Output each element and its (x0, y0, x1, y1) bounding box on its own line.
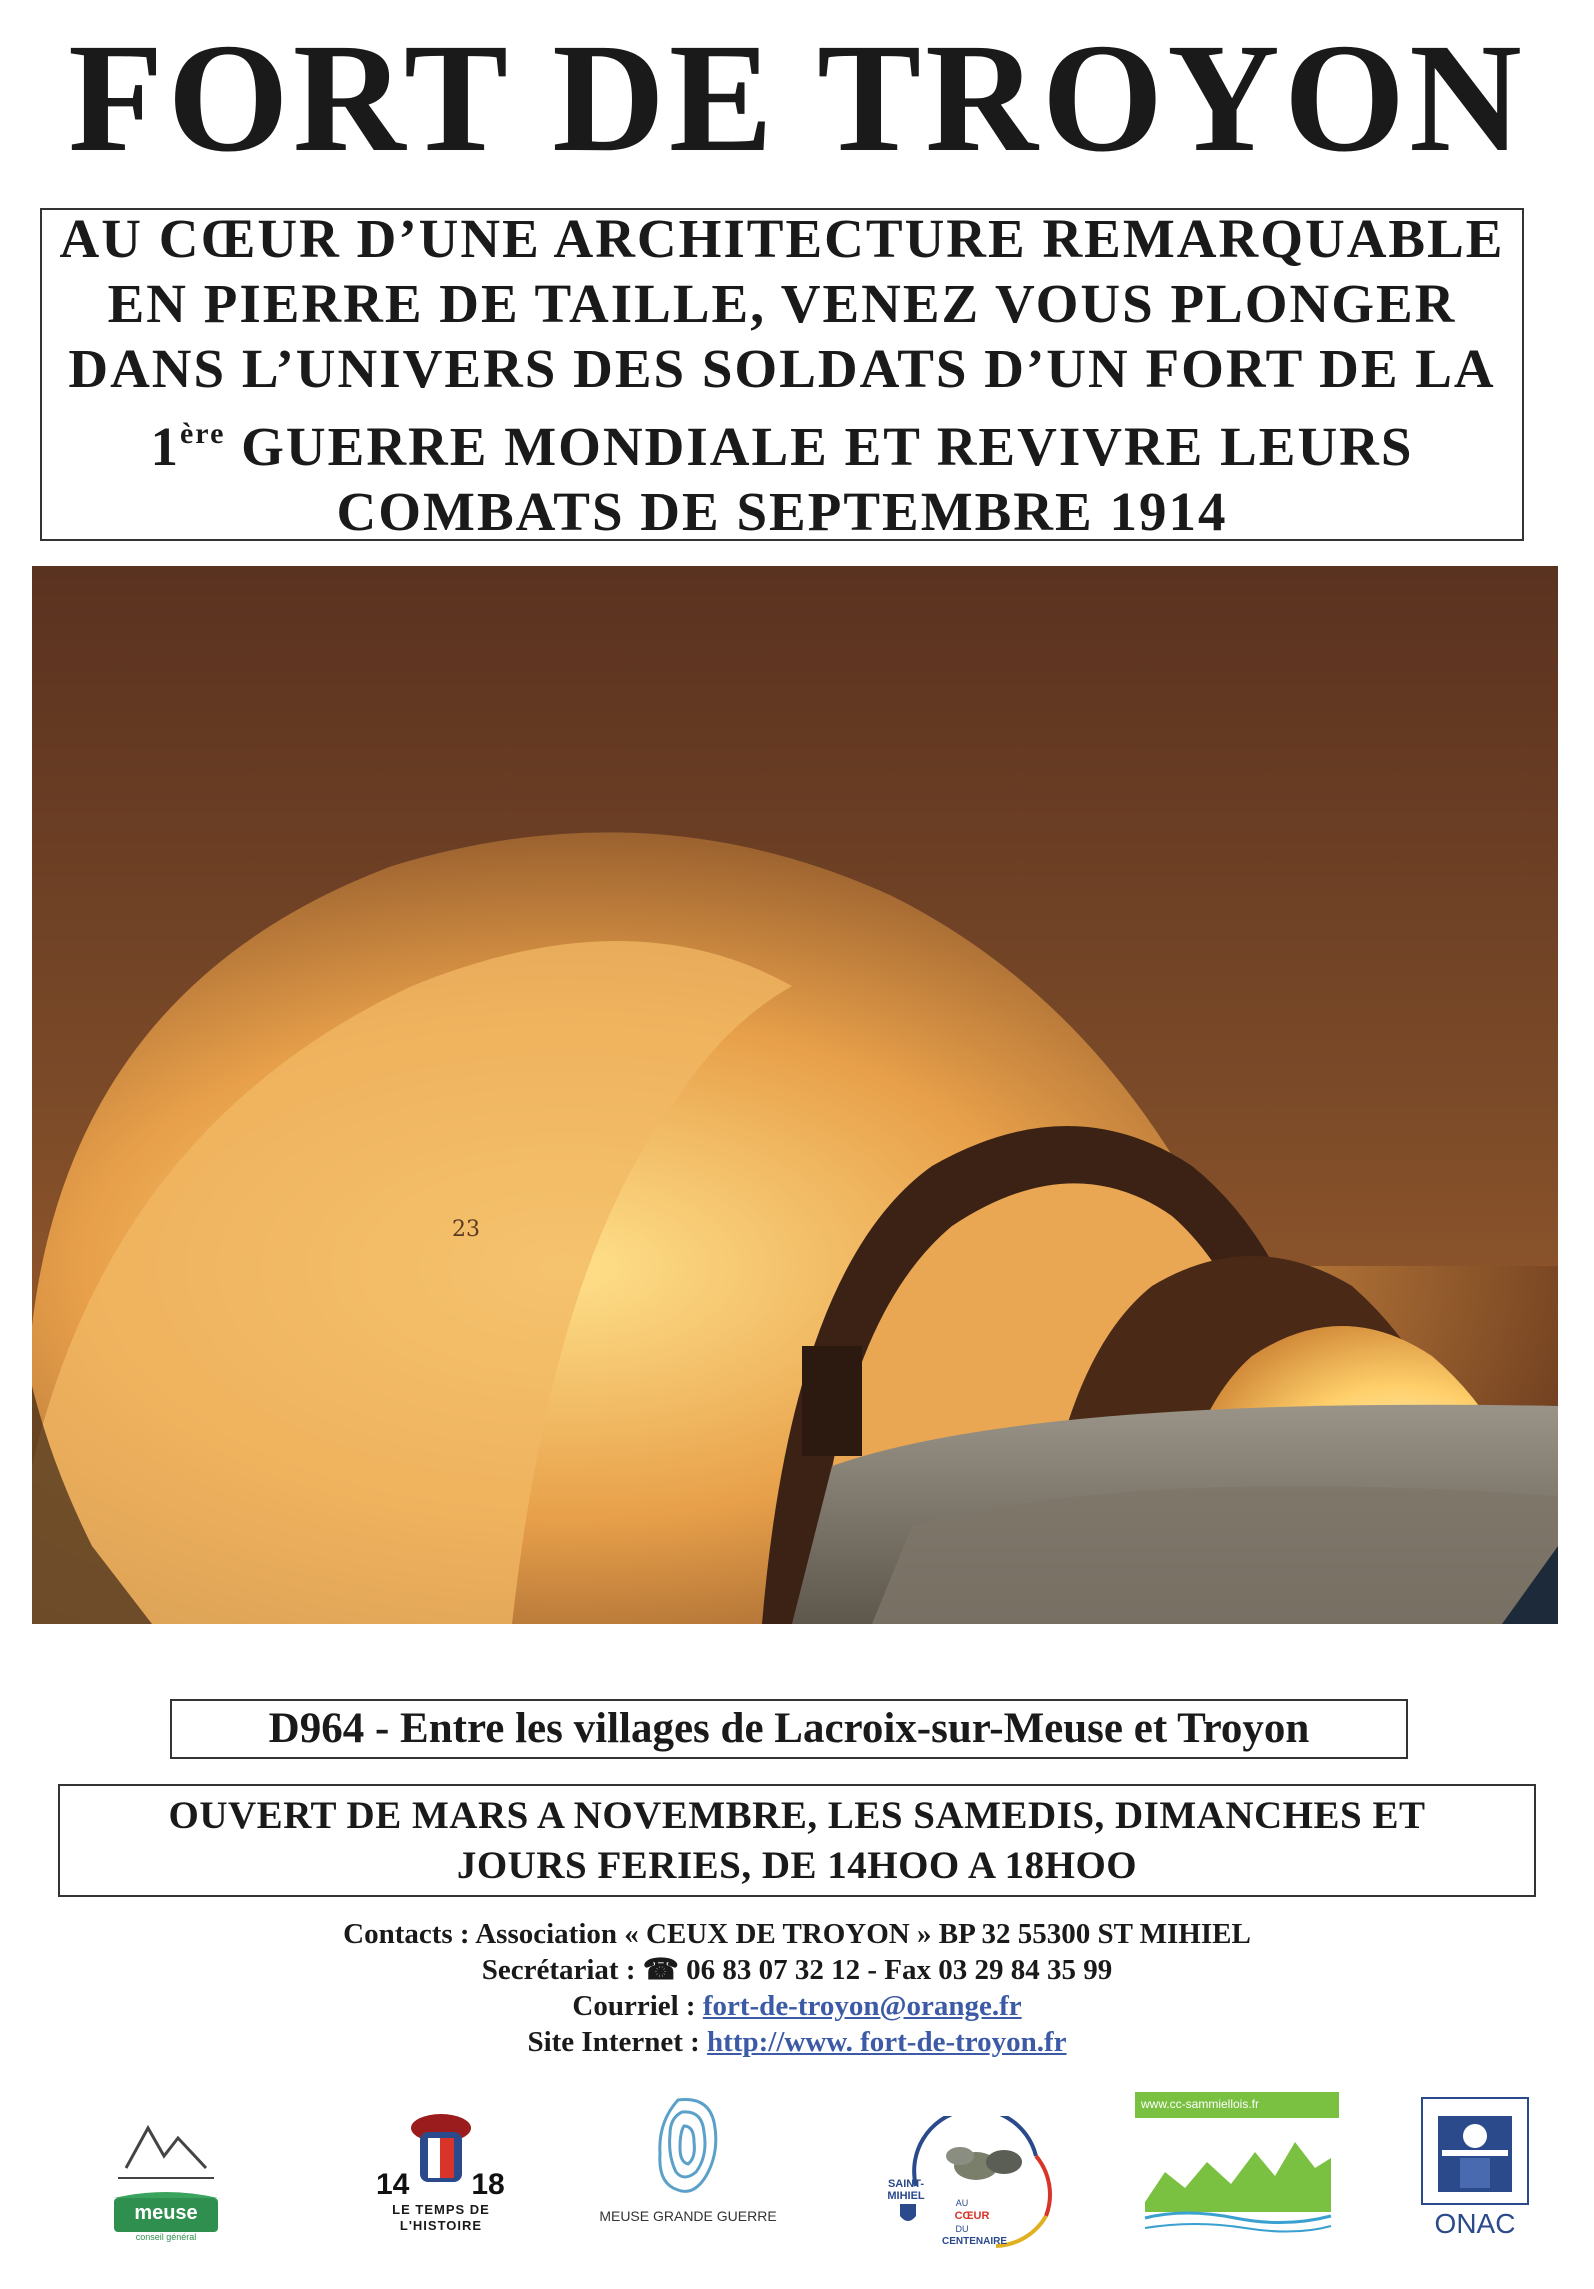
saint-mihiel-centenaire-logo (876, 2116, 1076, 2256)
onac-emblem-icon (1420, 2096, 1530, 2206)
contacts-block (0, 1916, 1594, 2060)
meuse-mountain-icon (108, 2098, 224, 2248)
intro-line-4 (150, 401, 1413, 479)
hours-line-1: OUVERT DE MARS A NOVEMBRE, LES SAMEDIS, DIMANCHES ET (168, 1793, 1426, 1837)
landscape-icon (1135, 2092, 1339, 2242)
intro-line-4-rest: GUERRE MONDIALE ET REVIVRE LEURS (225, 415, 1414, 477)
opening-hours-box (58, 1784, 1536, 1897)
location-box: D964 - Entre les villages de Lacroix-sur-Meuse et Troyon (170, 1699, 1408, 1759)
stmihiel-line2: AU (955, 2198, 969, 2208)
temps-num2: 18 (471, 2168, 505, 2201)
intro-line-1: AU CŒUR D’UNE ARCHITECTURE REMARQUABLE (59, 207, 1505, 269)
temps-line1: LE TEMPS DE (392, 2202, 490, 2217)
hours-line-2: JOURS FERIES, DE 14HOO A 18HOO (456, 1843, 1138, 1887)
contacts-association: Contacts : Association « CEUX DE TROYON » BP 32 55300 ST MIHIEL (343, 1918, 1251, 1950)
email-link[interactable]: fort-de-troyon@orange.fr (702, 1990, 1022, 2022)
phone-fax: 06 83 07 32 12 - Fax 03 29 84 35 99 (678, 1954, 1113, 1986)
secretariat-label: Secrétariat : (481, 1954, 643, 1986)
intro-line-4-prefix: 1 (150, 415, 180, 477)
onac-label: ONAC (1434, 2208, 1516, 2239)
meuse-logo (108, 2098, 224, 2248)
wall-number: 23 (452, 1217, 480, 1242)
mgg-label: MEUSE GRANDE GUERRE (599, 2208, 777, 2224)
meuse-logo-label: meuse (134, 2202, 198, 2224)
onac-logo (1420, 2096, 1530, 2246)
vault-illustration (32, 566, 1558, 1624)
fort-vault-photo (32, 566, 1558, 1624)
vault-cart (802, 1346, 862, 1456)
meuse-grande-guerre-logo (598, 2092, 778, 2242)
intro-line-4-sup: ère (179, 416, 226, 450)
stmihiel-line5: CENTENAIRE (942, 2236, 1008, 2247)
intro-box (40, 208, 1524, 541)
stmihiel-line1: SAINT-MIHIEL (887, 2178, 925, 2202)
stmihiel-shield-icon (898, 2202, 918, 2226)
contacts-email (0, 1988, 1594, 2024)
contacts-secretariat (0, 1952, 1594, 1988)
temps-histoire-logo (376, 2106, 506, 2246)
meuse-logo-sub: conseil général (135, 2232, 197, 2242)
phone-icon: ☎ (642, 1954, 679, 1986)
stmihiel-line3: CŒUR (954, 2210, 990, 2222)
website-link[interactable]: http://www. fort-de-troyon.fr (707, 2026, 1067, 2058)
sponsor-logos (0, 2090, 1594, 2280)
cc-label: www.cc-sammiellois.fr (1141, 2097, 1260, 2111)
temps-line2: L'HISTOIRE (399, 2218, 483, 2233)
temps-years (376, 2168, 506, 2202)
contacts-website (0, 2024, 1594, 2060)
stmihiel-line4: DU (955, 2224, 969, 2234)
fingerprint-map-icon (598, 2092, 778, 2202)
site-label: Site Internet : (527, 2026, 708, 2058)
intro-line-5: COMBATS DE SEPTEMBRE 1914 (336, 480, 1228, 542)
intro-line-3: DANS L’UNIVERS DES SOLDATS D’UN FORT DE LA (68, 337, 1496, 399)
email-label: Courriel : (572, 1990, 703, 2022)
cc-sammiellois-logo (1135, 2092, 1339, 2242)
intro-line-2: EN PIERRE DE TAILLE, VENEZ VOUS PLONGER (107, 272, 1457, 334)
page-title: FORT DE TROYON (68, 11, 1526, 184)
temps-num1: 14 (376, 2168, 410, 2201)
